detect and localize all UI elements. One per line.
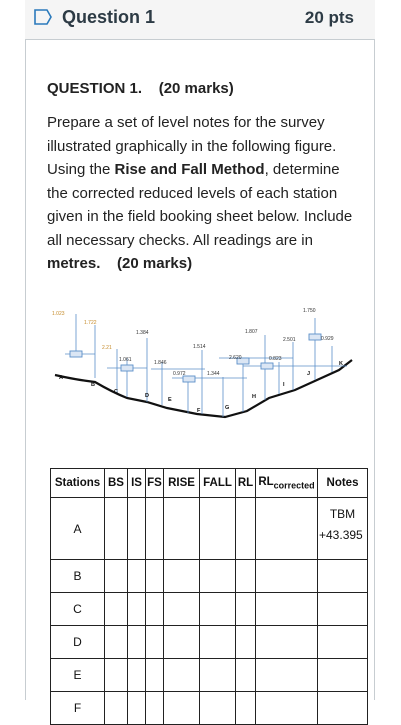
rl-cell[interactable] — [236, 560, 256, 593]
is-cell[interactable] — [128, 692, 146, 725]
bs-cell[interactable] — [105, 659, 128, 692]
fall-cell[interactable] — [200, 498, 236, 560]
question-points: 20 pts — [304, 8, 354, 27]
col-rl-corrected — [256, 469, 318, 498]
reading-label: 0.823 — [269, 356, 282, 362]
text-part-1: Prepare a set of level notes for the survey illustrated graphically in the following figure. Using the — [47, 114, 337, 178]
col-rise: RISE — [164, 469, 200, 498]
rl-cell[interactable] — [236, 498, 256, 560]
station-cell: A — [51, 498, 105, 560]
bs-cell[interactable] — [105, 692, 128, 725]
ground-profile — [55, 360, 352, 417]
note-tbm: TBM — [329, 507, 356, 521]
question-number: QUESTION 1. — [47, 80, 143, 97]
station-label: C — [114, 389, 118, 395]
reading-label: 1.846 — [154, 360, 167, 366]
station-label: A — [59, 375, 63, 381]
question-heading — [47, 80, 357, 97]
reading-label: 0.929 — [321, 336, 334, 342]
question-marks: (20 marks) — [158, 80, 234, 97]
reading-label: 1.514 — [193, 344, 206, 350]
bs-cell[interactable] — [105, 626, 128, 659]
fall-cell[interactable] — [200, 593, 236, 626]
rl-corrected-cell[interactable] — [256, 659, 318, 692]
station-label: G — [225, 405, 230, 411]
text-part-2: , determine the corrected reduced levels of each station given in the field booking sheet below. Include all necessary checks. All readings are in — [47, 161, 353, 249]
is-cell[interactable] — [128, 498, 146, 560]
notes-cell[interactable] — [318, 560, 368, 593]
method-name: Rise and Fall Method — [114, 161, 265, 178]
reading-label: 1.061 — [119, 357, 132, 363]
table-row — [51, 560, 368, 593]
corrected-subscript: corrected — [273, 480, 315, 491]
notes-cell — [318, 498, 368, 560]
notes-cell[interactable] — [318, 692, 368, 725]
rise-cell[interactable] — [164, 593, 200, 626]
notes-cell[interactable] — [318, 626, 368, 659]
reading-label: 1.344 — [207, 371, 220, 377]
fall-cell[interactable] — [200, 659, 236, 692]
rise-cell[interactable] — [164, 692, 200, 725]
rise-cell[interactable] — [164, 659, 200, 692]
rl-corrected-cell[interactable] — [256, 626, 318, 659]
station-label: K — [339, 361, 343, 367]
table-row — [51, 659, 368, 692]
station-label: D — [145, 393, 149, 399]
fs-cell[interactable] — [146, 593, 164, 626]
reading-label: 1.722 — [84, 320, 97, 326]
station-label: E — [168, 397, 172, 403]
reading-label: 1.807 — [245, 329, 258, 335]
fall-cell[interactable] — [200, 626, 236, 659]
unit-text: metres. — [47, 255, 101, 272]
fs-cell[interactable] — [146, 692, 164, 725]
rl-corrected-cell[interactable] — [256, 692, 318, 725]
is-cell[interactable] — [128, 659, 146, 692]
station-cell: D — [51, 626, 105, 659]
rl-cell[interactable] — [236, 659, 256, 692]
rise-cell[interactable] — [164, 560, 200, 593]
levelling-figure — [47, 302, 357, 442]
col-bs: BS — [105, 469, 128, 498]
rise-cell[interactable] — [164, 626, 200, 659]
station-cell: F — [51, 692, 105, 725]
rl-corrected-cell[interactable] — [256, 498, 318, 560]
col-fall: FALL — [200, 469, 236, 498]
rl-corrected-cell[interactable] — [256, 593, 318, 626]
bs-cell[interactable] — [105, 593, 128, 626]
flag-outline-icon[interactable] — [33, 8, 53, 26]
rise-cell[interactable] — [164, 498, 200, 560]
fall-cell[interactable] — [200, 692, 236, 725]
col-fs: FS — [146, 469, 164, 498]
rl-corrected-cell[interactable] — [256, 560, 318, 593]
col-stations: Stations — [51, 469, 105, 498]
table-row — [51, 692, 368, 725]
reading-label: 1.750 — [303, 308, 316, 314]
rl-cell[interactable] — [236, 593, 256, 626]
reading-label: 0.972 — [173, 371, 186, 377]
question-title: Question 1 — [62, 7, 156, 27]
station-cell: B — [51, 560, 105, 593]
question-text — [47, 111, 357, 276]
table-row — [51, 593, 368, 626]
reading-label: 1.023 — [52, 311, 65, 317]
note-rl: +43.395 — [319, 528, 363, 542]
reading-label: 2.501 — [283, 337, 296, 343]
table-header-row — [51, 469, 368, 498]
is-cell[interactable] — [128, 626, 146, 659]
reading-label: 2.21 — [102, 345, 112, 351]
station-label: B — [91, 382, 95, 388]
station-label: I — [283, 382, 285, 388]
field-booking-table — [50, 468, 368, 725]
notes-cell[interactable] — [318, 593, 368, 626]
table-row — [51, 626, 368, 659]
station-label: H — [252, 394, 256, 400]
reading-label: 1.384 — [136, 330, 149, 336]
is-cell[interactable] — [128, 560, 146, 593]
fs-cell[interactable] — [146, 626, 164, 659]
reading-label: 2.620 — [229, 355, 242, 361]
station-cell: C — [51, 593, 105, 626]
station-label: J — [307, 371, 311, 377]
station-label: F — [197, 408, 201, 414]
station-cell: E — [51, 659, 105, 692]
col-rl: RL — [236, 469, 256, 498]
bs-cell[interactable] — [105, 498, 128, 560]
notes-cell[interactable] — [318, 659, 368, 692]
is-cell[interactable] — [128, 593, 146, 626]
table-row — [51, 498, 368, 560]
fs-cell[interactable] — [146, 659, 164, 692]
col-is: IS — [128, 469, 146, 498]
col-notes: Notes — [318, 469, 368, 498]
marks-text: (20 marks) — [117, 255, 193, 272]
rl-cell[interactable] — [236, 626, 256, 659]
fall-cell[interactable] — [200, 560, 236, 593]
rl-cell[interactable] — [236, 692, 256, 725]
fs-cell[interactable] — [146, 498, 164, 560]
fs-cell[interactable] — [146, 560, 164, 593]
question-body — [47, 80, 357, 276]
bs-cell[interactable] — [105, 560, 128, 593]
rl-text: RL — [258, 475, 274, 488]
